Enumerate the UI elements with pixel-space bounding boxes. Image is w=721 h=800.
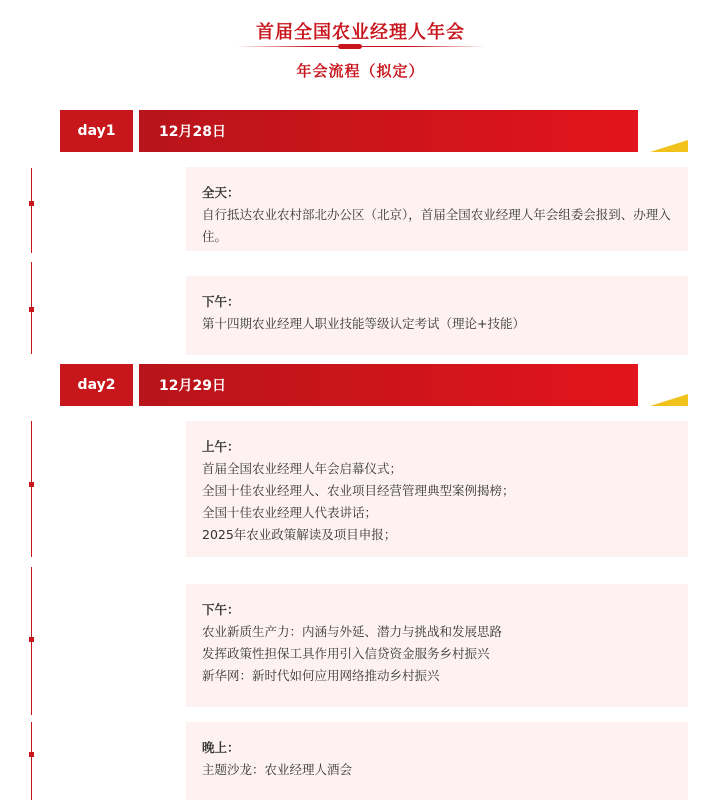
session-card [186, 584, 688, 707]
session-item: 首届全国农业经理人年会启幕仪式； [202, 461, 403, 476]
session-time: 全天： [202, 185, 240, 200]
timeline-dot [29, 307, 34, 312]
timeline-dot [29, 201, 34, 206]
date-label: 12月28日 [139, 110, 638, 152]
session-card [186, 276, 688, 355]
session-item: 新华网：新时代如何应用网络推动乡村振兴 [202, 668, 440, 683]
timeline-dot [29, 482, 34, 487]
day-label: day2 [60, 364, 133, 406]
session-item: 农业新质生产力：内涵与外延、潜力与挑战和发展思路 [202, 624, 503, 639]
session-card [186, 722, 688, 800]
session-item: 2025年农业政策解读及项目申报； [202, 527, 397, 542]
day-header-1 [60, 110, 720, 152]
title-ornament [338, 44, 362, 49]
timeline-line [31, 421, 32, 557]
timeline-dot [29, 637, 34, 642]
session-card [186, 421, 688, 557]
session-card [186, 167, 688, 251]
session-item: 发挥政策性担保工具作用引入信贷资金服务乡村振兴 [202, 646, 490, 661]
timeline-line [31, 168, 32, 253]
day-header-2 [60, 364, 720, 406]
session-item: 全国十佳农业经理人、农业项目经营管理典型案例揭榜； [202, 483, 515, 498]
timeline-line [31, 722, 32, 800]
session-item: 第十四期农业经理人职业技能等级认定考试（理论+技能） [202, 316, 525, 331]
session-item: 自行抵达农业农村部北办公区（北京），首届全国农业经理人年会组委会报到、办理入住。 [202, 207, 671, 244]
timeline-dot [29, 752, 34, 757]
date-label: 12月29日 [139, 364, 638, 406]
session-item: 全国十佳农业经理人代表讲话； [202, 505, 378, 520]
session-time: 晚上： [202, 740, 240, 755]
session-time: 上午： [202, 439, 240, 454]
session-item: 主题沙龙：农业经理人酒会 [202, 762, 353, 777]
decorative-wedge [650, 394, 688, 406]
session-time: 下午： [202, 602, 240, 617]
page-subtitle: 年会流程（拟定） [296, 62, 425, 80]
decorative-wedge [650, 140, 688, 152]
page-title: 首届全国农业经理人年会 [256, 22, 465, 43]
day-label: day1 [60, 110, 133, 152]
session-time: 下午： [202, 294, 240, 309]
